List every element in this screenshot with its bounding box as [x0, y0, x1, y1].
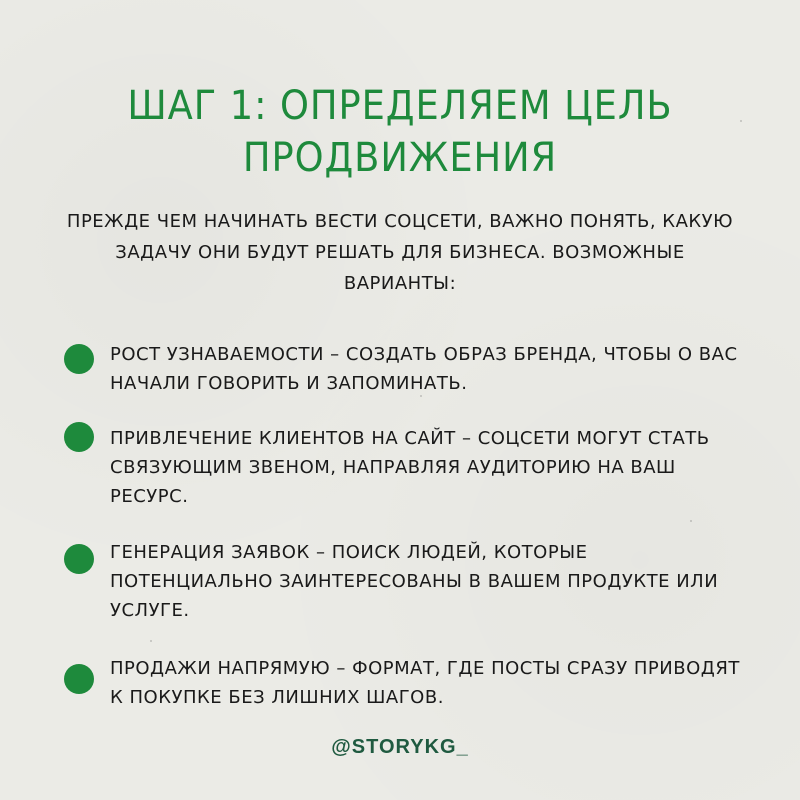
bullet-dot-icon [64, 664, 94, 694]
list-item-text: ГЕНЕРАЦИЯ ЗАЯВОК – ПОИСК ЛЮДЕЙ, КОТОРЫЕ ПОТЕНЦИАЛЬНО ЗАИНТЕРЕСОВАНЫ В ВАШЕМ ПРОДУКТЕ ИЛИ УСЛУГЕ. [110, 542, 719, 621]
intro-paragraph: ПРЕЖДЕ ЧЕМ НАЧИНАТЬ ВЕСТИ СОЦСЕТИ, ВАЖНО ПОНЯТЬ, КАКУЮ ЗАДАЧУ ОНИ БУДУТ РЕШАТЬ ДЛЯ БИЗНЕСА. ВОЗМОЖНЫЕ ВАРИАНТЫ: [66, 211, 734, 294]
account-handle: @STORYKG_ [331, 736, 469, 758]
paper-speck [150, 640, 152, 642]
list-item-text: ПРИВЛЕЧЕНИЕ КЛИЕНТОВ НА САЙТ – СОЦСЕТИ МОГУТ СТАТЬ СВЯЗУЮЩИМ ЗВЕНОМ, НАПРАВЛЯЯ АУДИТОРИЮ НА ВАШ РЕСУРС. [110, 428, 710, 507]
list-item-text: РОСТ УЗНАВАЕМОСТИ – СОЗДАТЬ ОБРАЗ БРЕНДА, ЧТОБЫ О ВАС НАЧАЛИ ГОВОРИТЬ И ЗАПОМИНАТЬ. [110, 344, 738, 394]
page-title-line-2: ПРОДВИЖЕНИЯ [242, 135, 558, 181]
page-title-line-1: ШАГ 1: ОПРЕДЕЛЯЕМ ЦЕЛЬ [127, 83, 673, 129]
bullet-dot-icon [64, 422, 94, 452]
bullet-dot-icon [64, 544, 94, 574]
list-item-text: ПРОДАЖИ НАПРЯМУЮ – ФОРМАТ, ГДЕ ПОСТЫ СРАЗУ ПРИВОДЯТ К ПОКУПКЕ БЕЗ ЛИШНИХ ШАГОВ. [110, 658, 740, 708]
paper-speck [690, 520, 692, 522]
bullet-dot-icon [64, 344, 94, 374]
